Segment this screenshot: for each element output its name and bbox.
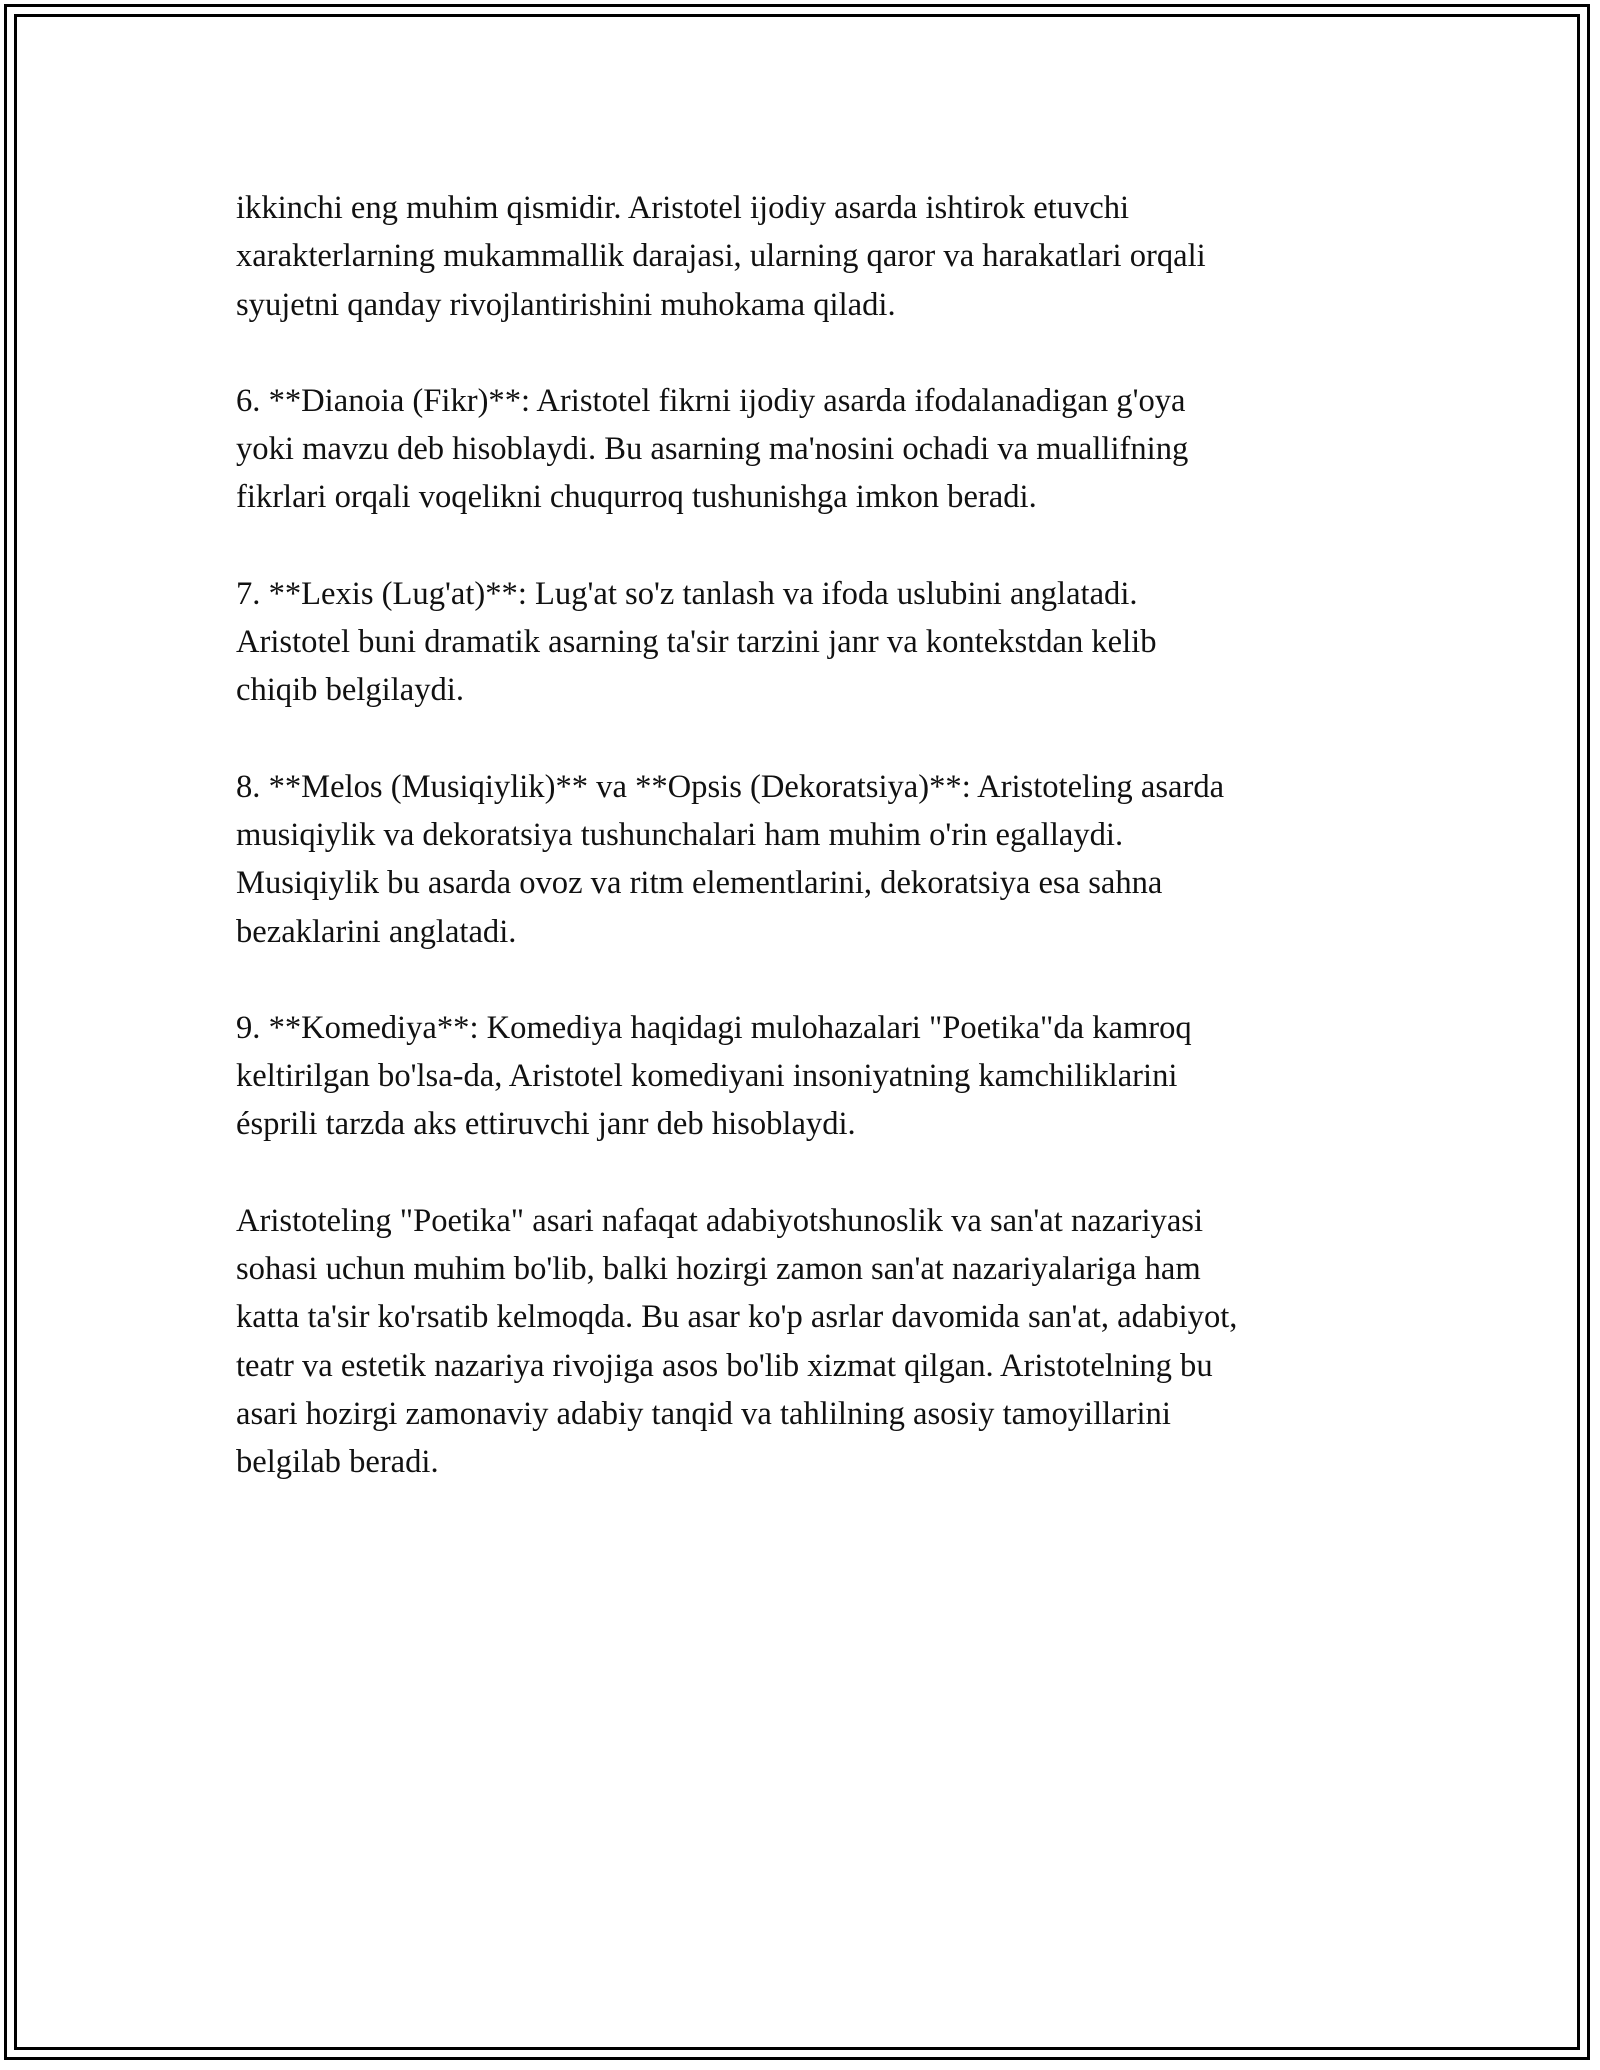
text-line: 9. **Komediya**: Komediya haqidagi mulohazalari "Poetika"da kamroq (236, 1009, 1192, 1046)
text-line: katta ta'sir ko'rsatib kelmoqda. Bu asar ko'p asrlar davomida san'at, adabiyot, (236, 1299, 1238, 1336)
text-line: xarakterlarning mukammallik darajasi, ularning qaror va harakatlari orqali (236, 238, 1206, 275)
text-line: musiqiylik va dekoratsiya tushunchalari ham muhim o'rin egallaydi. (236, 816, 1124, 853)
paragraph-komediya (236, 1004, 1376, 1149)
paragraph-conclusion (236, 1197, 1376, 1487)
text-line: Musiqiylik bu asarda ovoz va ritm elementlarini, dekoratsiya esa sahna (236, 865, 1163, 902)
text-line: 8. **Melos (Musiqiylik)** va **Opsis (Dekoratsiya)**: Aristoteling asarda (236, 768, 1225, 805)
text-line: yoki mavzu deb hisoblaydi. Bu asarning ma'nosini ochadi va muallifning (236, 431, 1189, 468)
text-line: syujetni qanday rivojlantirishini muhokama qiladi. (236, 286, 896, 323)
paragraph-melos-opsis (236, 763, 1376, 956)
paragraph-continuation (236, 184, 1376, 329)
text-line: ikkinchi eng muhim qismidir. Aristotel ijodiy asarda ishtirok etuvchi (236, 190, 1130, 226)
text-line: teatr va estetik nazariya rivojiga asos bo'lib xizmat qilgan. Aristotelning bu (236, 1347, 1213, 1384)
text-line: sohasi uchun muhim bo'lib, balki hozirgi zamon san'at nazariyalariga ham (236, 1251, 1201, 1288)
text-line: ésprili tarzda aks ettiruvchi janr deb hisoblaydi. (236, 1106, 856, 1143)
text-line: keltirilgan bo'lsa-da, Aristotel komediyani insoniyatning kamchiliklarini (236, 1058, 1178, 1095)
text-line: asari hozirgi zamonaviy adabiy tanqid va tahlilning asosiy tamoyillarini (236, 1395, 1171, 1432)
text-line: bezaklarini anglatadi. (236, 913, 517, 950)
paragraph-lexis (236, 570, 1376, 715)
text-line: Aristoteling "Poetika" asari nafaqat adabiyotshunoslik va san'at nazariyasi (236, 1202, 1204, 1239)
text-line: 6. **Dianoia (Fikr)**: Aristotel fikrni ijodiy asarda ifodalanadigan g'oya (236, 382, 1186, 419)
document-body (236, 184, 1376, 1535)
text-line: 7. **Lexis (Lug'at)**: Lug'at so'z tanlash va ifoda uslubini anglatadi. (236, 575, 1138, 612)
text-line: fikrlari orqali voqelikni chuqurroq tushunishga imkon beradi. (236, 479, 1037, 516)
text-line: chiqib belgilaydi. (236, 672, 464, 709)
text-line: Aristotel buni dramatik asarning ta'sir tarzini janr va kontekstdan kelib (236, 624, 1157, 661)
paragraph-dianoia (236, 377, 1376, 522)
text-line: belgilab beradi. (236, 1444, 439, 1481)
